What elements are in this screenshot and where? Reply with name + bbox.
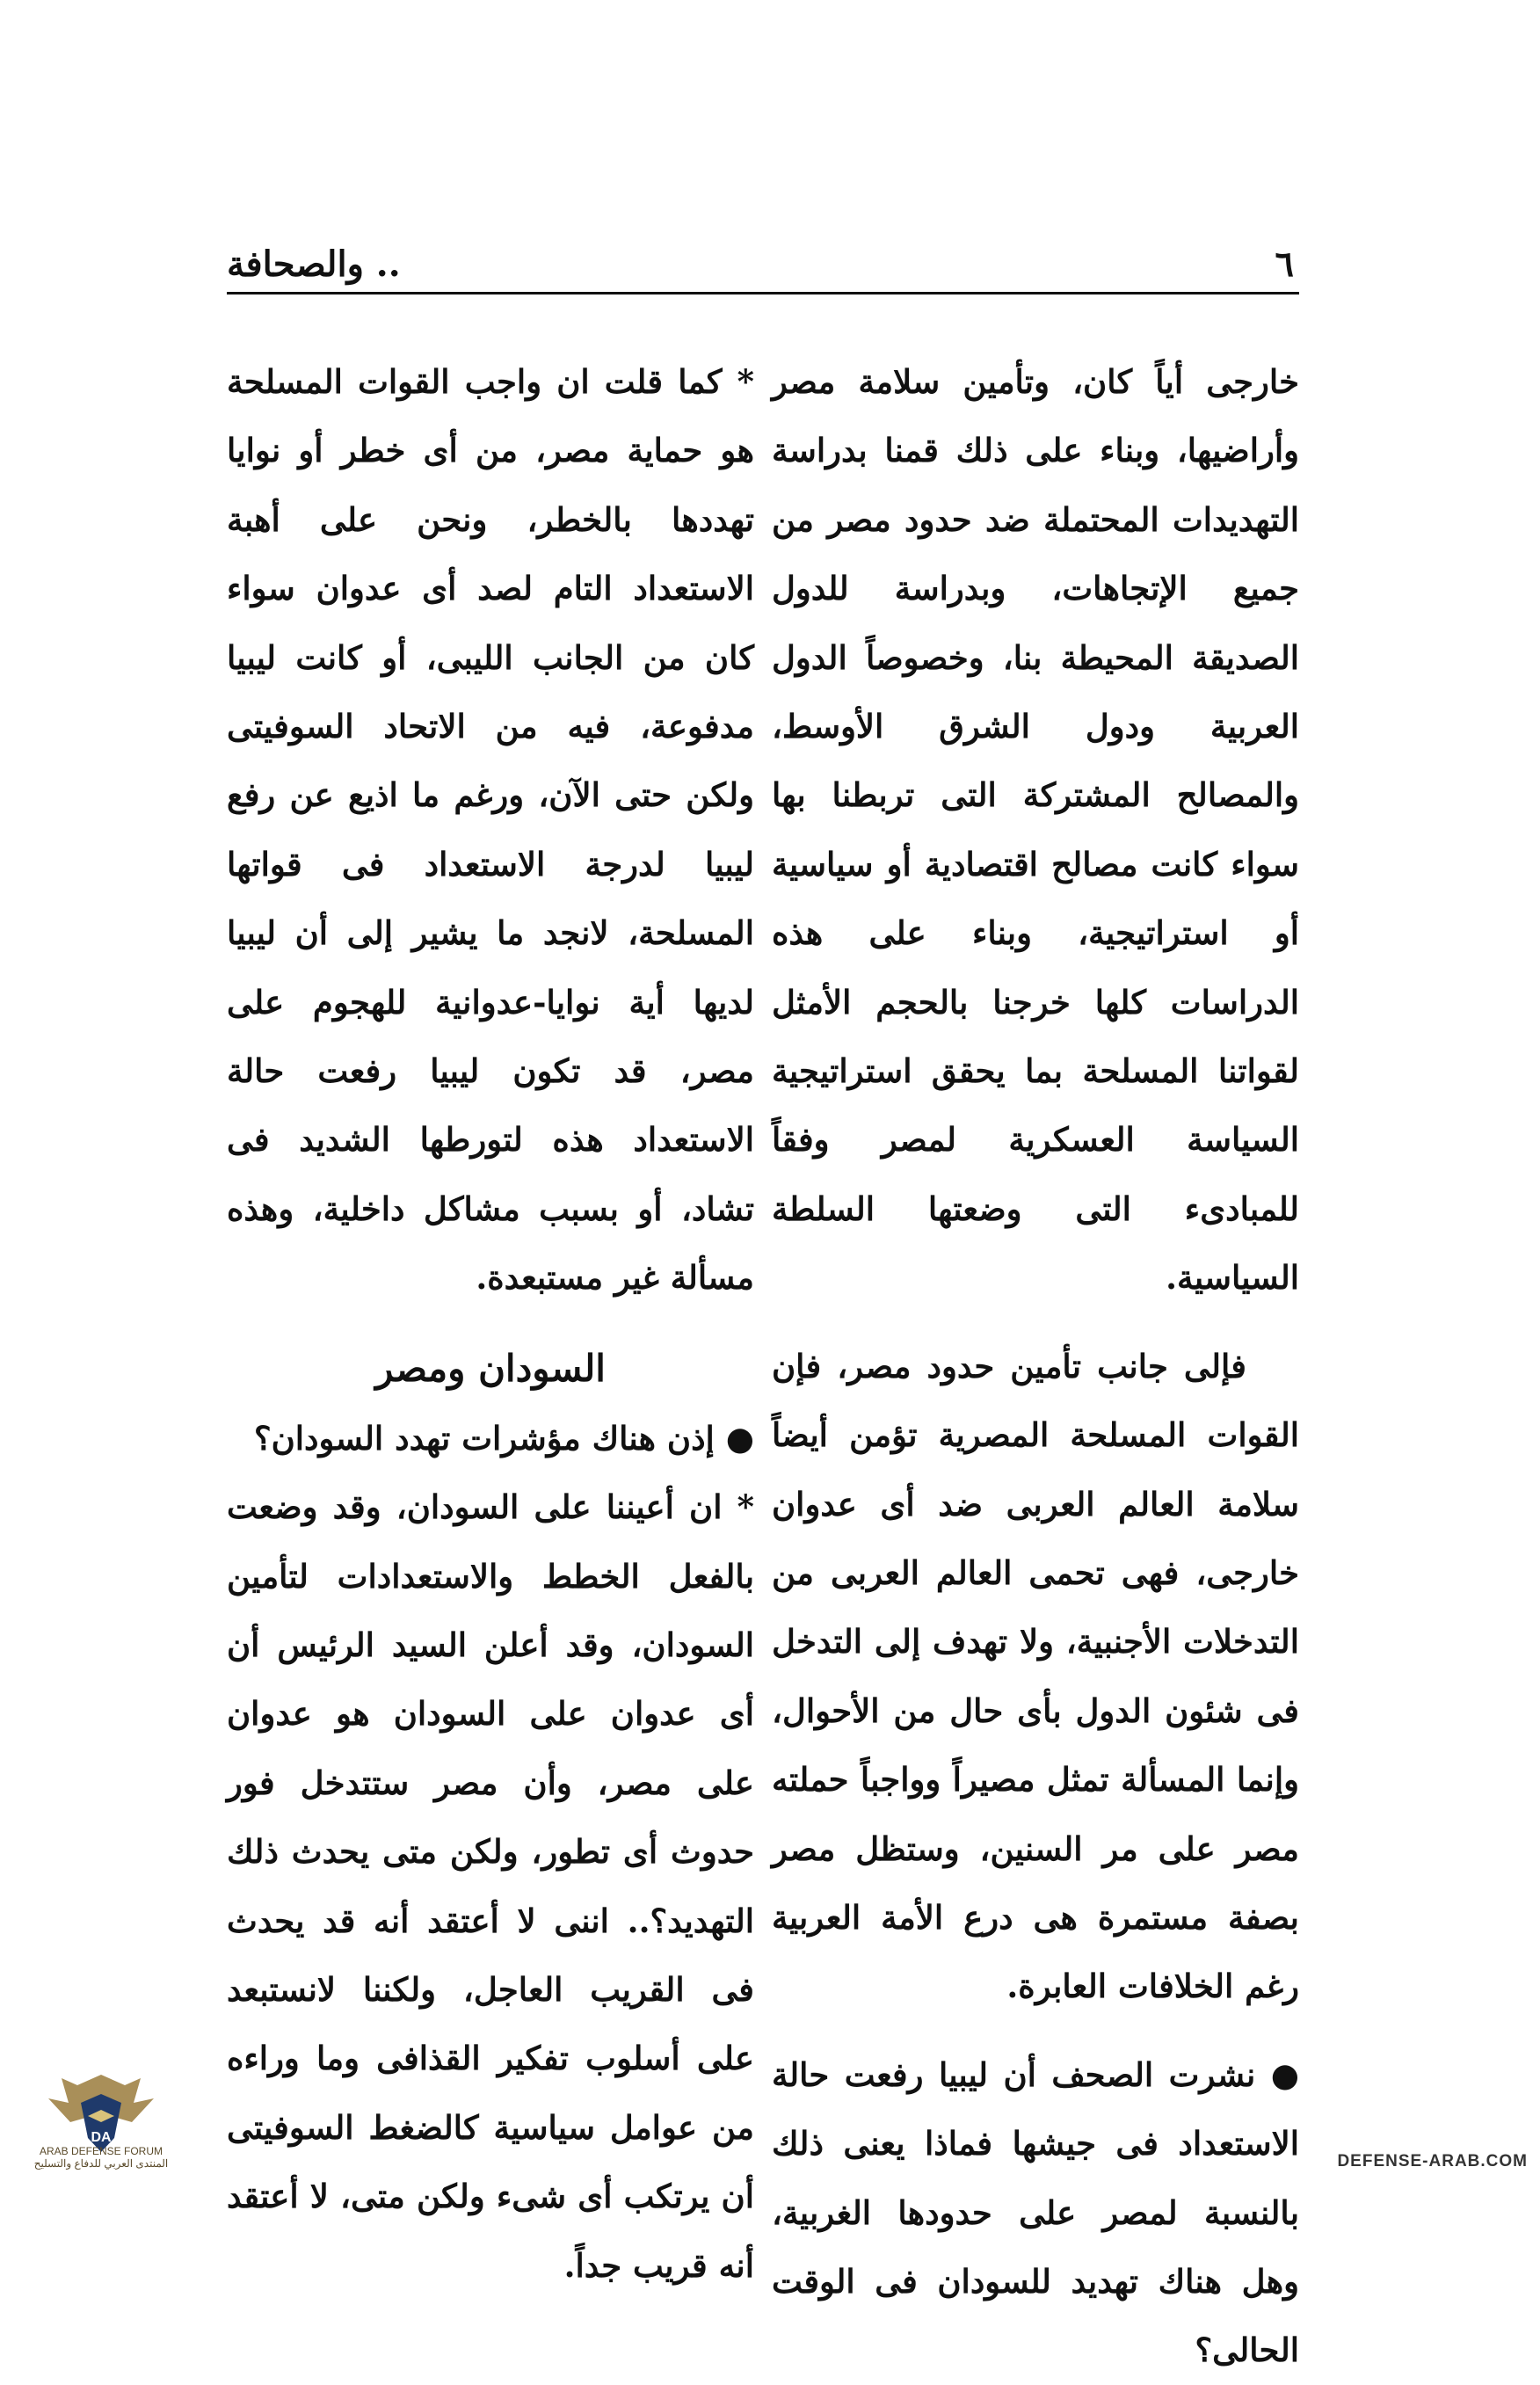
running-title: .. والصحافة (227, 244, 401, 285)
left-column (227, 347, 754, 2300)
section-heading: السودان ومصر (375, 1346, 606, 1390)
page-number: ٦ (1275, 244, 1294, 285)
left-question: ● إذن هناك مؤشرات تهدد السودان؟ (253, 1418, 754, 1458)
right-column (772, 347, 1299, 2385)
site-watermark: DEFENSE-ARAB.COM (1337, 2152, 1528, 2170)
left-paragraph-2: * ان أعيننا على السودان، وقد وضعت بالفعل الخطط والاستعدادات لتأمين السودان، وقد أعلن السيد الرئيس أن أى عدوان على السودان هو عدوان على مصر، وأن مصر ستتدخل فور حدوث أى تطور، ولكن متى يحدث ذلك التهديد؟.. اننى لا أعتقد أنه قد يحدث فى القريب العاجل، ولكننا لانستبعد على أسلوب تفكير القذافى وما وراءه من عوامل سياسية كالضغط السوفيتى أن يرتكب أى شىء ولكن متى، لا أعتقد أنه قريب جداً. (227, 1487, 754, 2285)
logo-initials: DA (91, 2130, 112, 2145)
right-paragraph-2: فإلى جانب تأمين حدود مصر، فإن القوات المسلحة المصرية تؤمن أيضاً سلامة العالم العربى ضد أى عدوان خارجى، فهى تحمى العالم العربى من التدخلات الأجنبية، ولا تهدف إلى التدخل فى شئون الدول بأى حال من الأحوال، وإنما المسألة تمثل مصيراً وواجباً حملته مصر على مر السنين، وستظل مصر بصفة مستمرة هى درع الأمة العربية رغم الخلافات العابرة. (772, 1346, 1299, 2006)
forum-name-en: ARAB DEFENSE FORUM (39, 2145, 163, 2157)
right-paragraph-1: خارجى أياً كان، وتأمين سلامة مصر وأراضيها، وبناء على ذلك قمنا بدراسة التهديدات المحتملة ضد حدود مصر من جميع الإتجاهات، وبدراسة للدول الصديقة المحيطة بنا، وخصوصاً الدول العربية ودول الشرق الأوسط، والمصالح المشتركة التى تربطنا بها سواء كانت مصالح اقتصادية أو سياسية أو استراتيجية، وبناء على هذه الدراسات كلها خرجنا بالحجم الأمثل لقواتنا المسلحة بما يحقق استراتيجية السياسة العسكرية لمصر وفقاً للمبادىء التى وضعتها السلطة السياسية. (772, 362, 1299, 1298)
right-question-paragraph: ● نشرت الصحف أن ليبيا رفعت حالة الاستعداد فى جيشها فماذا يعنى ذلك بالنسبة لمصر على حدودها الغربية، وهل هناك تهديد للسودان فى الوقت الحالى؟ (772, 2054, 1299, 2370)
forum-logo-text (26, 2145, 176, 2170)
forum-name-ar: المنتدى العربي للدفاع والتسليح (33, 2157, 169, 2170)
left-paragraph-1: * كما قلت ان واجب القوات المسلحة هو حماية مصر، من أى خطر أو نوايا تهددها بالخطر، ونحن على أهبة الاستعداد التام لصد أى عدوان سواء كان من الجانب الليبى، أو كانت ليبيا مدفوعة، فيه من الاتحاد السوفيتى ولكن حتى الآن، ورغم ما اذيع عن رفع ليبيا لدرجة الاستعداد فى قواتها المسلحة، لانجد ما يشير إلى أن ليبيا لديها أية نوايا-عدوانية للهجوم على مصر، قد تكون ليبيا رفعت حالة الاستعداد هذه لتورطها الشديد فى تشاد، أو بسبب مشاكل داخلية، وهذه مسألة غير مستبعدة. (227, 362, 754, 1298)
page-header (227, 230, 1299, 294)
